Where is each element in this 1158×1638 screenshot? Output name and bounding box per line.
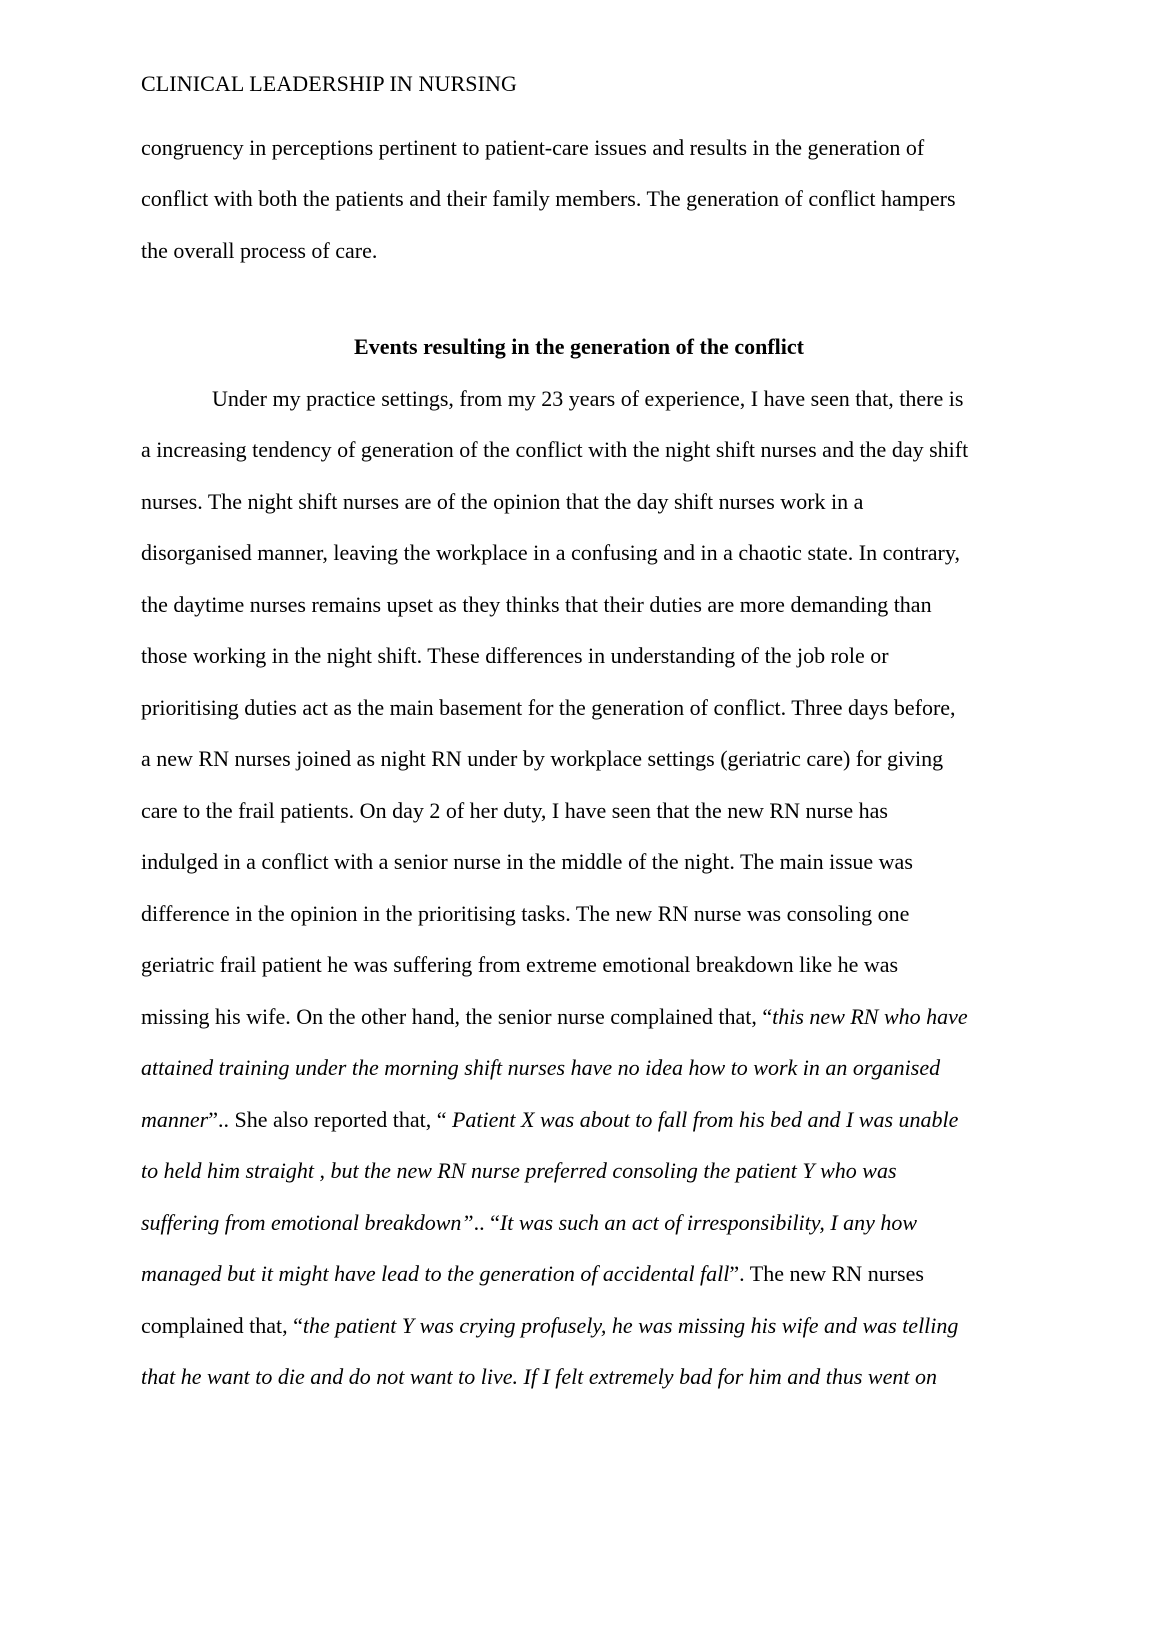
body-line-7: prioritising duties act as the main basement for the generation of conflict. Three days before, — [141, 695, 956, 720]
body-line-19-text: complained that, “ — [141, 1313, 303, 1338]
body-line-1: Under my practice settings, from my 23 years of experience, I have seen that, there is — [212, 386, 964, 411]
body-line-16 — [141, 1156, 897, 1186]
body-line-13-text: missing his wife. On the other hand, the senior nurse complained that, “ — [141, 1004, 773, 1029]
body-line-17-text: .. “ — [473, 1210, 500, 1235]
body-line-20 — [141, 1362, 937, 1392]
intro-line-1: congruency in perceptions pertinent to patient-care issues and results in the generation of — [141, 135, 925, 160]
body-line-4: disorganised manner, leaving the workplace in a confusing and in a chaotic state. In contrary, — [141, 540, 960, 565]
body-line-3: nurses. The night shift nurses are of the opinion that the day shift nurses work in a — [141, 489, 864, 514]
body-line-13 — [141, 1002, 968, 1032]
body-line-15-text: ”.. She also reported that, “ — [208, 1107, 452, 1132]
body-line-18 — [141, 1259, 924, 1289]
body-line-9: care to the frail patients. On day 2 of her duty, I have seen that the new RN nurse has — [141, 798, 888, 823]
body-line-5: the daytime nurses remains upset as they thinks that their duties are more demanding than — [141, 592, 932, 617]
body-line-11: difference in the opinion in the prioritising tasks. The new RN nurse was consoling one — [141, 901, 910, 926]
body-line-19 — [141, 1311, 958, 1341]
body-line-12: geriatric frail patient he was suffering from extreme emotional breakdown like he was — [141, 952, 899, 977]
quote-irresponsibility-cont: managed but it might have lead to the generation of accidental fall — [141, 1261, 730, 1286]
quote-senior-nurse-cont: attained training under the morning shift nurses have no idea how to work in an organised — [141, 1055, 941, 1080]
running-head: CLINICAL LEADERSHIP IN NURSING — [141, 71, 517, 96]
quote-patient-x-cont: to held him straight , but the new RN nurse preferred consoling the patient Y who was — [141, 1158, 897, 1183]
quote-patient-x-end: suffering from emotional breakdown” — [141, 1210, 474, 1235]
quote-senior-nurse-end: manner — [141, 1107, 209, 1132]
quote-new-rn: the patient Y was crying profusely, he was missing his wife and was telling — [302, 1313, 959, 1338]
quote-senior-nurse: this new RN who have — [772, 1004, 968, 1029]
section-heading: Events resulting in the generation of the conflict — [354, 334, 804, 359]
intro-line-2: conflict with both the patients and their family members. The generation of conflict hampers — [141, 186, 956, 211]
quote-new-rn-cont: that he want to die and do not want to live. If I felt extremely bad for him and thus went on — [141, 1364, 937, 1389]
body-line-6: those working in the night shift. These differences in understanding of the job role or — [141, 643, 889, 668]
body-line-2: a increasing tendency of generation of the conflict with the night shift nurses and the day shift — [141, 437, 969, 462]
quote-patient-x: Patient X was about to fall from his bed and I was unable — [451, 1107, 959, 1132]
body-line-14 — [141, 1053, 940, 1083]
intro-line-3: the overall process of care. — [141, 238, 378, 263]
body-line-8: a new RN nurses joined as night RN under by workplace settings (geriatric care) for giving — [141, 746, 944, 771]
quote-irresponsibility: It was such an act of irresponsibility, I any how — [499, 1210, 918, 1235]
body-line-10: indulged in a conflict with a senior nurse in the middle of the night. The main issue was — [141, 849, 913, 874]
body-line-15 — [141, 1105, 958, 1135]
body-line-18-text: ”. The new RN nurses — [729, 1261, 924, 1286]
body-line-17 — [141, 1208, 917, 1238]
